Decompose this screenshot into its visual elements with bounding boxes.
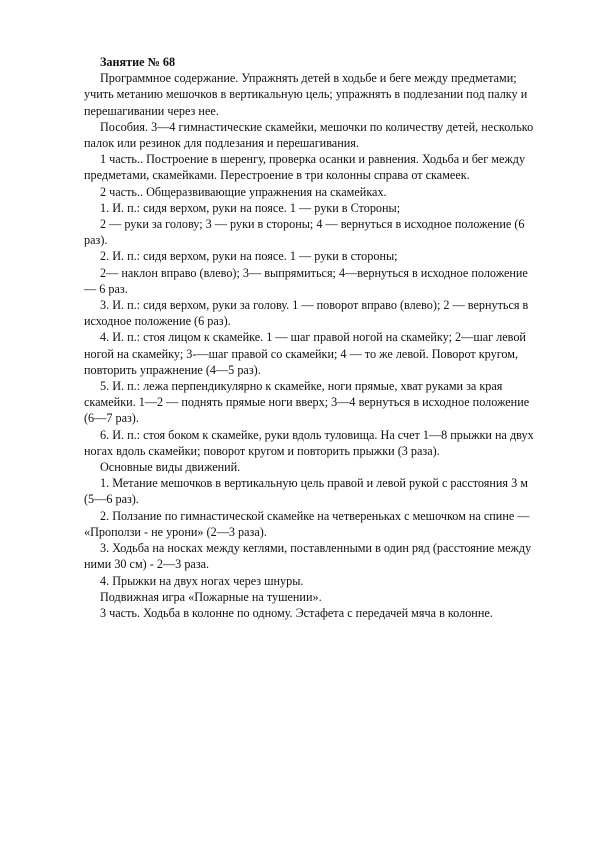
paragraph-part-2-heading: 2 часть.. Общеразвивающие упражнения на скамейках. xyxy=(100,184,387,199)
paragraph-part-1: 1 часть.. Построение в шеренгу, проверка осанки и равнения. Ходьба и бег между предметами, скамейками. Перестроение в три колонны справа от скамеек. xyxy=(84,152,526,183)
paragraph-equipment: Пособия. 3—4 гимнастические скамейки, мешочки по количеству детей, несколько палок или резинок для подлезания и перешагивания. xyxy=(84,119,534,151)
paragraph-exercise-5: 5. И. п.: лежа перпендикулярно к скамейке, ноги прямые, хват руками за края скамейки. 1—2 — поднять прямые ноги вверх; 3—4 вернуться в исходное положение (6—7 раз). xyxy=(84,379,530,426)
paragraph-movement-4: 4. Прыжки на двух ногах через шнуры. xyxy=(100,573,304,588)
paragraph-movement-2: 2. Ползание по гимнастической скамейке на четвереньках с мешочком на спине — «Проползи - не урони» (2—3 раза). xyxy=(84,508,530,539)
paragraph-outdoor-game: Подвижная игра «Пожарные на тушении». xyxy=(100,589,322,604)
paragraph-exercise-4: 4. И. п.: стоя лицом к скамейке. 1 — шаг правой ногой на скамейку; 2—шаг левой ногой на скамейку; 3-—шаг правой со скамейки; 4 — то же левой. Поворот кругом, повторить упражнение (4—5 раз). xyxy=(84,330,526,377)
document-body xyxy=(84,54,540,621)
paragraph-exercise-2-cont: 2— наклон вправо (влево); 3— выпрямиться; 4—вернуться в исходное положение — 6 раз. xyxy=(84,265,528,296)
paragraph-movement-3: 3. Ходьба на носках между кеглями, поставленными в один ряд (расстояние между ними 30 см) - 2—3 раза. xyxy=(84,541,532,572)
paragraph-exercise-6: 6. И. п.: стоя боком к скамейке, руки вдоль туловища. На счет 1—8 прыжки на двух ногах вдоль скамейки; поворот кругом и повторить прыжки (3 раза). xyxy=(84,427,534,458)
paragraph-exercise-1: 1. И. п.: сидя верхом, руки на поясе. 1 — руки в Стороны; xyxy=(100,200,401,215)
paragraph-movement-1: 1. Метание мешочков в вертикальную цель правой и левой рукой с расстояния 3 м (5—6 раз). xyxy=(84,476,528,507)
paragraph-part-3: 3 часть. Ходьба в колонне по одному. Эстафета с передачей мяча в колонне. xyxy=(100,605,493,620)
paragraph-main-movements-heading: Основные виды движений. xyxy=(100,460,241,475)
lesson-title: Занятие № 68 xyxy=(100,55,176,69)
paragraph-exercise-2: 2. И. п.: сидя верхом, руки на поясе. 1 — руки в стороны; xyxy=(100,249,398,264)
paragraph-program-content: Программное содержание. Упражнять детей в ходьбе и беге между предметами; учить метанию мешочков в вертикальную цель; упражнять в подлезании под палку и перешагивании через нее. xyxy=(84,71,528,118)
paragraph-exercise-3: 3. И. п.: сидя верхом, руки за голову. 1 — поворот вправо (влево); 2 — вернуться в исходное положение (6 раз). xyxy=(84,298,529,329)
paragraph-exercise-1-cont: 2 — руки за голову; 3 — руки в стороны; 4 — вернуться в исходное положение (6 раз). xyxy=(84,217,525,248)
